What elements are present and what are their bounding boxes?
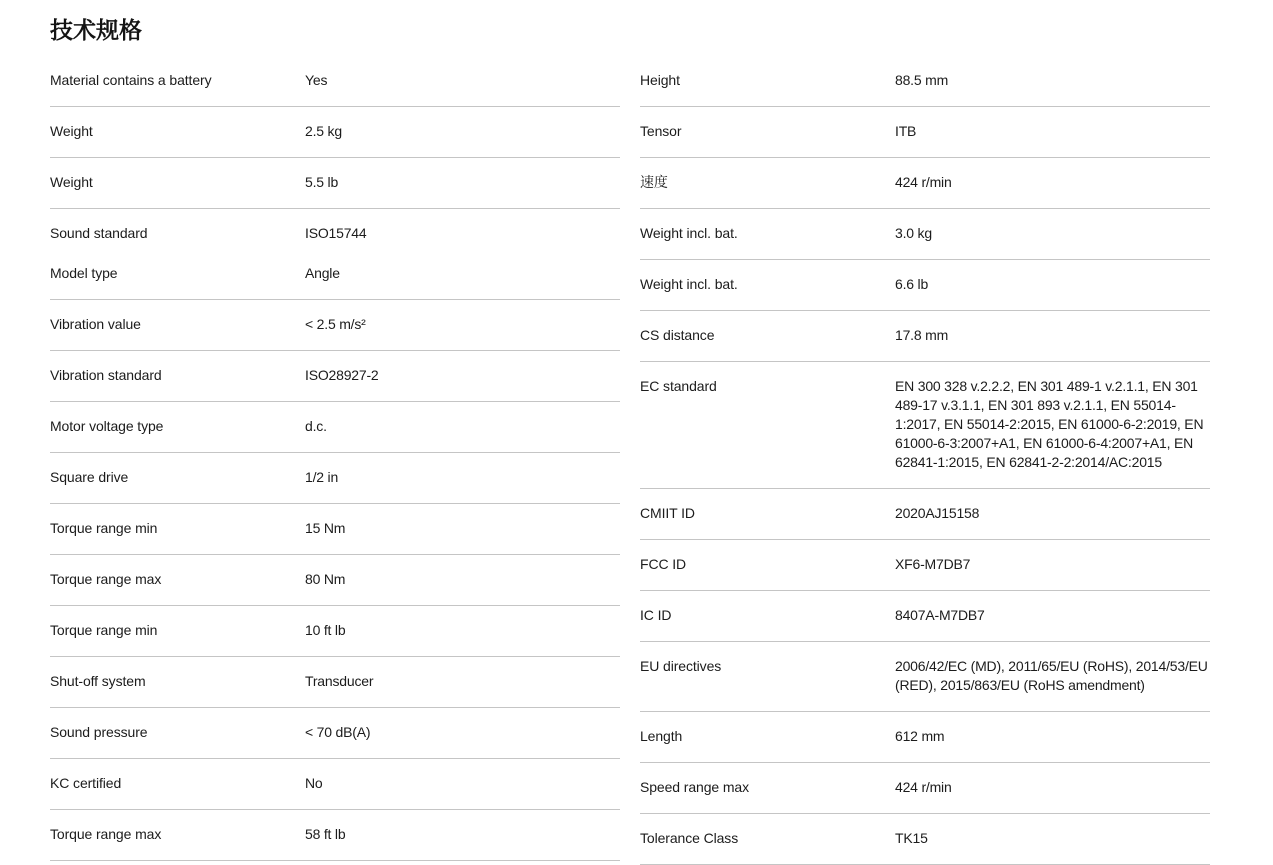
spec-pair <box>640 778 1210 797</box>
spec-row <box>640 591 1210 642</box>
spec-value: d.c. <box>305 418 327 434</box>
spec-value: 88.5 mm <box>895 72 949 88</box>
spec-pair <box>640 224 1210 243</box>
spec-value: TK15 <box>895 830 928 846</box>
spec-value: 10 ft lb <box>305 622 346 638</box>
spec-pair <box>640 555 1210 574</box>
spec-row <box>50 606 620 657</box>
spec-row <box>640 56 1210 107</box>
spec-label: Torque range min <box>50 622 158 638</box>
spec-label: KC certified <box>50 775 122 791</box>
spec-label: FCC ID <box>640 556 687 572</box>
spec-label: Length <box>640 728 683 744</box>
spec-row <box>640 642 1210 712</box>
spec-pair <box>50 825 620 844</box>
spec-pair <box>640 657 1210 695</box>
spec-row <box>50 402 620 453</box>
spec-pair <box>640 606 1210 625</box>
spec-label: Speed range max <box>640 779 750 795</box>
spec-column-right <box>640 56 1210 865</box>
spec-label: Torque range max <box>50 826 162 842</box>
spec-columns <box>50 56 1210 865</box>
spec-value: 424 r/min <box>895 779 952 795</box>
spec-label: 速度 <box>640 174 668 190</box>
spec-pair <box>50 417 620 436</box>
spec-pair <box>640 173 1210 192</box>
spec-label: Torque range min <box>50 520 158 536</box>
spec-row <box>640 540 1210 591</box>
spec-value: 58 ft lb <box>305 826 346 842</box>
spec-label: Weight incl. bat. <box>640 225 738 241</box>
spec-value: 80 Nm <box>305 571 346 587</box>
spec-value: 424 r/min <box>895 174 952 190</box>
spec-row <box>50 555 620 606</box>
spec-pair <box>50 366 620 385</box>
spec-pair <box>640 122 1210 141</box>
spec-row <box>640 107 1210 158</box>
spec-label: CS distance <box>640 327 715 343</box>
spec-pair <box>50 173 620 192</box>
spec-pair <box>640 71 1210 90</box>
spec-row <box>50 504 620 555</box>
spec-pair <box>50 570 620 589</box>
spec-value: ITB <box>895 123 917 139</box>
spec-row <box>50 56 620 107</box>
spec-label: Sound pressure <box>50 724 148 740</box>
spec-label: EU directives <box>640 658 722 674</box>
spec-row <box>640 260 1210 311</box>
spec-value: 2020AJ15158 <box>895 505 980 521</box>
spec-row <box>50 453 620 504</box>
spec-label: Tensor <box>640 123 682 139</box>
spec-pair <box>50 723 620 742</box>
spec-row <box>50 657 620 708</box>
spec-label: Vibration standard <box>50 367 162 383</box>
spec-row <box>50 300 620 351</box>
spec-value: EN 300 328 v.2.2.2, EN 301 489-1 v.2.1.1, EN 301 489-17 v.3.1.1, EN 301 893 v.2.1.1, EN 55014-1:2017, EN 55014-2:2015, EN 61000-6-2:2019, EN 61000-6-3:2007+A1, EN 61000-6-4:2007+A1, EN 62841-1:2015, EN 62841-2-2:2014/AC:2015 <box>895 378 1204 470</box>
spec-pair <box>50 774 620 793</box>
spec-pair <box>50 315 620 334</box>
spec-value: ISO15744 <box>305 225 367 241</box>
spec-pair <box>640 326 1210 345</box>
page-title: 技术规格 <box>50 17 142 43</box>
spec-label: Sound standard <box>50 225 148 241</box>
spec-row <box>640 489 1210 540</box>
spec-pair <box>640 829 1210 848</box>
spec-value: < 2.5 m/s² <box>305 316 366 332</box>
spec-label: Weight <box>50 174 93 190</box>
spec-value: Yes <box>305 72 328 88</box>
spec-value: No <box>305 775 323 791</box>
spec-row <box>50 107 620 158</box>
spec-label: IC ID <box>640 607 672 623</box>
spec-label: Height <box>640 72 680 88</box>
spec-row <box>50 759 620 810</box>
spec-label: Motor voltage type <box>50 418 164 434</box>
spec-value: Angle <box>305 265 340 281</box>
spec-label: EC standard <box>640 378 717 394</box>
spec-label: Vibration value <box>50 316 141 332</box>
spec-label: Model type <box>50 265 118 281</box>
spec-value: 6.6 lb <box>895 276 929 292</box>
spec-label: Torque range max <box>50 571 162 587</box>
spec-pair <box>640 504 1210 523</box>
spec-value: 15 Nm <box>305 520 346 536</box>
spec-value: 2006/42/EC (MD), 2011/65/EU (RoHS), 2014/53/EU (RED), 2015/863/EU (RoHS amendment) <box>895 658 1208 693</box>
spec-value: 1/2 in <box>305 469 339 485</box>
spec-value: 17.8 mm <box>895 327 949 343</box>
spec-value: Transducer <box>305 673 374 689</box>
spec-row <box>50 810 620 861</box>
spec-value: XF6-M7DB7 <box>895 556 971 572</box>
spec-value: 5.5 lb <box>305 174 339 190</box>
spec-pair <box>640 275 1210 294</box>
spec-row <box>640 362 1210 489</box>
spec-pair <box>50 468 620 487</box>
spec-row <box>50 708 620 759</box>
spec-pair <box>640 377 1210 472</box>
spec-label: Shut-off system <box>50 673 146 689</box>
spec-pair <box>50 122 620 141</box>
spec-row <box>640 158 1210 209</box>
spec-row <box>50 158 620 209</box>
spec-value: 612 mm <box>895 728 945 744</box>
spec-label: Material contains a battery <box>50 72 212 88</box>
spec-pair <box>50 672 620 691</box>
spec-label: Tolerance Class <box>640 830 739 846</box>
spec-value: 8407A-M7DB7 <box>895 607 985 623</box>
spec-row <box>640 814 1210 865</box>
spec-pair <box>50 71 620 90</box>
spec-value: 2.5 kg <box>305 123 342 139</box>
spec-value: < 70 dB(A) <box>305 724 371 740</box>
spec-row <box>640 763 1210 814</box>
spec-label: Weight incl. bat. <box>640 276 738 292</box>
spec-pair <box>50 224 620 243</box>
spec-pair <box>50 621 620 640</box>
spec-row <box>640 311 1210 362</box>
spec-value: 3.0 kg <box>895 225 932 241</box>
spec-row <box>50 351 620 402</box>
spec-label: CMIIT ID <box>640 505 695 521</box>
spec-row <box>50 209 620 300</box>
spec-pair <box>50 264 620 283</box>
spec-row <box>640 712 1210 763</box>
spec-row <box>640 209 1210 260</box>
spec-label: Weight <box>50 123 93 139</box>
spec-pair <box>50 519 620 538</box>
spec-column-left <box>50 56 620 861</box>
spec-label: Square drive <box>50 469 129 485</box>
spec-value: ISO28927-2 <box>305 367 379 383</box>
spec-pair <box>640 727 1210 746</box>
